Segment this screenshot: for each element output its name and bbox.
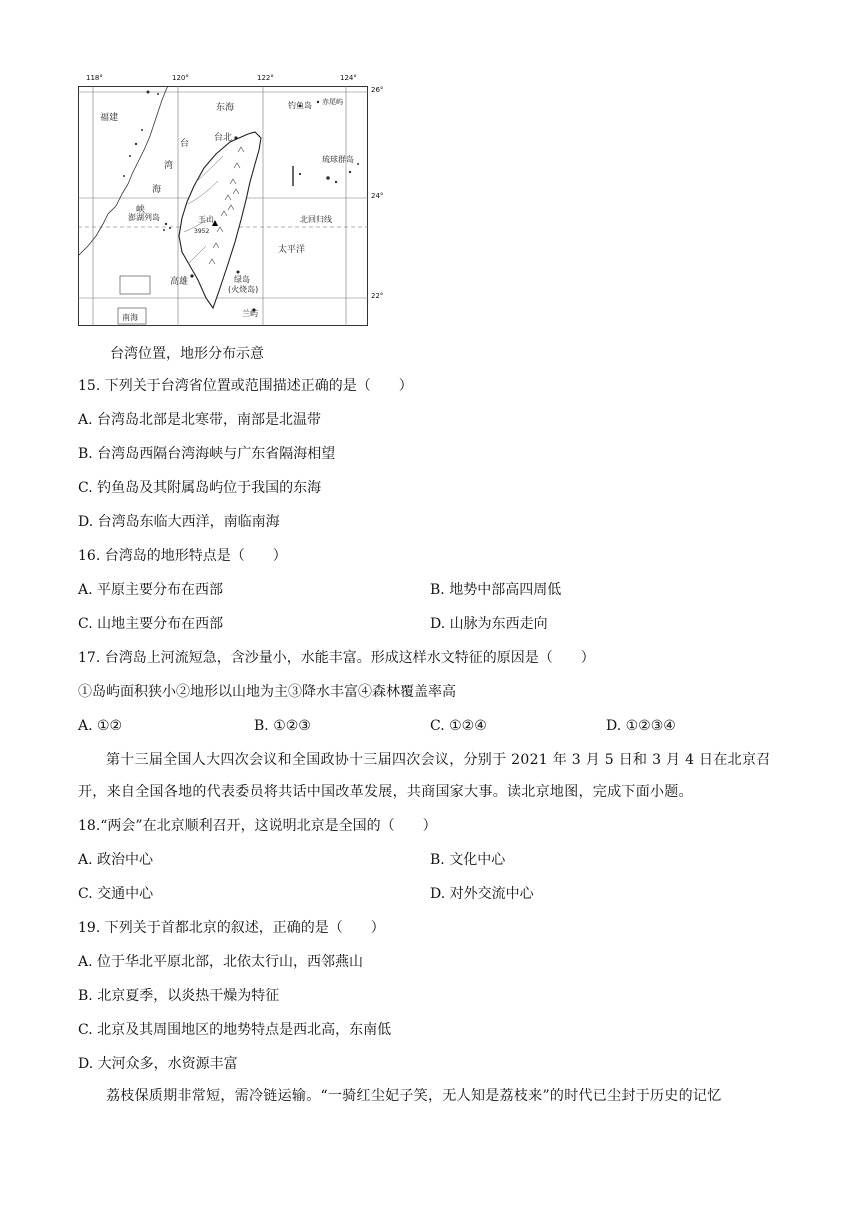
q15-option-d[interactable]: D. 台湾岛东临大西洋，南临南海 (78, 514, 280, 530)
lat-24: 24° (371, 192, 384, 200)
q16-option-a[interactable]: A. 平原主要分布在西部 (78, 582, 224, 598)
lat-22: 22° (371, 292, 384, 300)
q17-option-c[interactable]: C. ①②④ (430, 718, 487, 734)
q19-option-d[interactable]: D. 大河众多，水资源丰富 (78, 1056, 238, 1072)
taiwan-map (78, 86, 368, 326)
q16-option-d[interactable]: D. 山脉为东西走向 (430, 616, 548, 632)
mainland-coast (78, 86, 168, 256)
q15-stem: 15. 下列关于台湾省位置或范围描述正确的是（ ） (78, 378, 413, 394)
label-hai: 海 (152, 185, 162, 195)
passage-lianghui: 第十三届全国人大四次会议和全国政协十三届四次会议，分别于 2021 年 3 月 5 日和 3 月 4 日在北京召开，来自全国各地的代表委员将共话中国改革发展，共商国家大事。读北京地图，完成下面小题。 (78, 752, 771, 800)
q15-option-a[interactable]: A. 台湾岛北部是北寒带，南部是北温带 (78, 412, 322, 428)
q16-option-b[interactable]: B. 地势中部高四周低 (430, 582, 562, 598)
q18-option-b[interactable]: B. 文化中心 (430, 852, 506, 868)
map-caption: 台湾位置，地形分布示意 (110, 346, 264, 362)
q19-stem: 19. 下列关于首都北京的叙述，正确的是（ ） (78, 920, 385, 936)
q15-option-b[interactable]: B. 台湾岛西隔台湾海峡与广东省隔海相望 (78, 446, 336, 462)
chiwei-dot (317, 101, 319, 103)
q19-option-c[interactable]: C. 北京及其周围地区的地势特点是西北高，东南低 (78, 1022, 392, 1038)
label-pacific: 太平洋 (278, 245, 306, 255)
q17-stem: 17. 台湾岛上河流短急，含沙量小，水能丰富。形成这样水文特征的原因是（ ） (78, 650, 595, 666)
label-yushan: 玉山 (198, 215, 214, 224)
label-ryukyu: 琉球群岛 (322, 155, 354, 164)
lon-124: 124° (340, 74, 357, 82)
q17-option-d[interactable]: D. ①②③④ (606, 718, 676, 734)
label-tropic: 北回归线 (300, 215, 332, 224)
lon-118: 118° (86, 74, 103, 82)
label-taibei: 台北 (214, 133, 233, 143)
label-gaoxiong: 高雄 (170, 277, 189, 287)
lon-122: 122° (257, 74, 274, 82)
label-nanhai: 南海 (122, 313, 138, 322)
q16-stem: 16. 台湾岛的地形特点是（ ） (78, 548, 287, 564)
label-tai: 台 (180, 139, 190, 149)
label-yushan-height: 3952 (194, 228, 210, 235)
label-diaoyu: 钓鱼岛 (288, 101, 312, 110)
q17-option-a[interactable]: A. ①② (78, 718, 123, 734)
coastal-islets (123, 91, 159, 178)
label-lvdao: 绿岛 (234, 275, 250, 284)
q19-option-a[interactable]: A. 位于华北平原北部，北依太行山，西邻燕山 (78, 954, 364, 970)
q18-option-a[interactable]: A. 政治中心 (78, 852, 154, 868)
lvdao-dot (237, 271, 240, 274)
inset-box (120, 276, 150, 294)
q16-option-c[interactable]: C. 山地主要分布在西部 (78, 616, 224, 632)
lon-120: 120° (172, 74, 189, 82)
q19-option-b[interactable]: B. 北京夏季，以炎热干燥为特征 (78, 988, 280, 1004)
q15-option-c[interactable]: C. 钓鱼岛及其附属岛屿位于我国的东海 (78, 480, 322, 496)
q17-items: ①岛屿面积狭小②地形以山地为主③降水丰富④森林覆盖率高 (78, 684, 456, 700)
gaoxiong-dot (190, 274, 193, 277)
label-lanyu: 兰屿 (242, 309, 258, 318)
taibei-dot (234, 136, 237, 139)
label-penghu: 澎湖列岛 (128, 213, 160, 222)
passage-lychee: 荔枝保质期非常短，需冷链运输。“一骑红尘妃子笑，无人知是荔枝来”的时代已尘封于历史的记忆 (106, 1088, 722, 1104)
label-xia: 峡 (136, 205, 146, 215)
ryukyu-islets (326, 163, 359, 183)
lat-26: 26° (371, 86, 384, 94)
label-huoshao: (火烧岛) (228, 285, 259, 294)
q18-option-d[interactable]: D. 对外交流中心 (430, 886, 534, 902)
label-chiwei: 赤尾屿 (322, 98, 343, 106)
label-fujian: 福建 (100, 113, 119, 123)
label-donghai: 东海 (216, 103, 235, 113)
q17-option-b[interactable]: B. ①②③ (254, 718, 311, 734)
q18-option-c[interactable]: C. 交通中心 (78, 886, 154, 902)
q18-stem: 18.“两会”在北京顺利召开，这说明北京是全国的（ ） (78, 818, 437, 834)
label-wan: 湾 (164, 161, 174, 171)
